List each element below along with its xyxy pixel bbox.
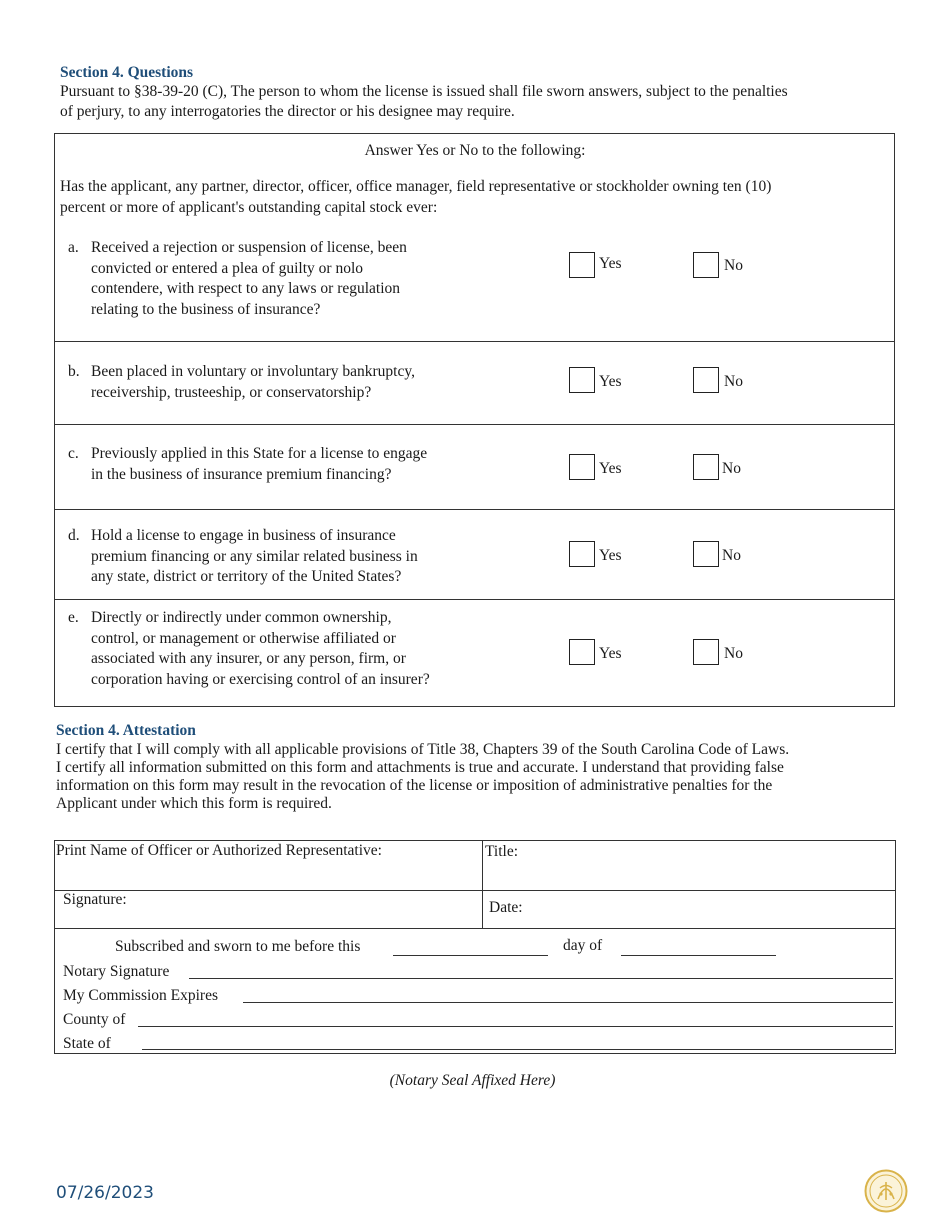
title-label: Title: <box>485 843 519 860</box>
question-b-text <box>91 362 471 403</box>
question-e-text <box>91 608 471 690</box>
row-divider <box>55 341 894 342</box>
question-e-line: corporation having or exercising control of an insurer? <box>91 670 430 688</box>
question-e-no-label: No <box>724 645 743 662</box>
notary-signature-field[interactable] <box>189 958 893 978</box>
question-e-yes-checkbox[interactable] <box>569 639 595 665</box>
questions-heading: Section 4. Questions <box>60 64 194 81</box>
commission-field[interactable] <box>243 982 893 1002</box>
attestation-heading: Section 4. Attestation <box>56 722 196 739</box>
questions-intro-line1: Pursuant to §38-39-20 (C), The person to whom the license is issued shall file sworn answers, subject to the penalties <box>60 83 788 100</box>
state-label: State of <box>63 1035 111 1052</box>
question-a-yes-checkbox[interactable] <box>569 252 595 278</box>
question-d-yes-label: Yes <box>599 547 622 564</box>
attestation-line1: I certify that I will comply with all applicable provisions of Title 38, Chapters 39 of the South Carolina Code of Laws. <box>56 741 790 758</box>
question-b-yes-checkbox[interactable] <box>569 367 595 393</box>
county-label: County of <box>63 1011 126 1028</box>
county-underline <box>138 1026 893 1027</box>
notary-signature-label: Notary Signature <box>63 963 170 980</box>
attestation-line3: information on this form may result in the revocation of the license or imposition of administrative penalties for the <box>56 777 773 794</box>
questions-preamble-line2: percent or more of applicant's outstanding capital stock ever: <box>60 199 438 216</box>
question-c-letter: c. <box>68 445 79 462</box>
day-field[interactable] <box>393 935 548 955</box>
question-c-no-checkbox[interactable] <box>693 454 719 480</box>
signature-label: Signature: <box>63 891 127 908</box>
commission-underline <box>243 1002 893 1003</box>
question-b-no-checkbox[interactable] <box>693 367 719 393</box>
date-label: Date: <box>489 899 523 916</box>
question-d-text <box>91 526 471 588</box>
day-underline <box>393 955 548 956</box>
question-c-line: in the business of insurance premium financing? <box>91 465 392 483</box>
question-d-line: Hold a license to engage in business of insurance <box>91 527 396 544</box>
question-a-line: contendere, with respect to any laws or regulation <box>91 280 401 297</box>
notary-signature-underline <box>189 978 893 979</box>
question-b-line: Been placed in voluntary or involuntary bankruptcy, <box>91 363 415 380</box>
question-b-line: receivership, trusteeship, or conservatorship? <box>91 383 372 401</box>
question-a-no-checkbox[interactable] <box>693 252 719 278</box>
question-d-letter: d. <box>68 527 80 544</box>
attestation-line2: I certify all information submitted on this form and attachments is true and accurate. I understand that providing false <box>56 759 784 776</box>
state-underline <box>142 1049 893 1050</box>
attestation-line4: Applicant under which this form is required. <box>56 795 332 812</box>
question-a-letter: a. <box>68 239 79 256</box>
question-b-yes-label: Yes <box>599 373 622 390</box>
county-field[interactable] <box>138 1006 893 1026</box>
print-name-field[interactable] <box>60 864 475 886</box>
questions-instruction: Answer Yes or No to the following: <box>364 142 586 159</box>
question-c-no-label: No <box>722 460 741 477</box>
date-field[interactable] <box>530 894 885 924</box>
question-b-no-label: No <box>724 373 743 390</box>
question-e-no-checkbox[interactable] <box>693 639 719 665</box>
title-field[interactable] <box>530 842 885 882</box>
question-e-letter: e. <box>68 609 79 626</box>
notary-seal-note: (Notary Seal Affixed Here) <box>389 1072 556 1089</box>
question-a-no-label: No <box>724 257 743 274</box>
question-c-text <box>91 444 471 485</box>
row-divider <box>55 424 894 425</box>
signature-row-divider <box>55 928 895 929</box>
question-a-yes-label: Yes <box>599 255 622 272</box>
question-e-line: associated with any insurer, or any person, firm, or <box>91 650 406 667</box>
question-a-line: Received a rejection or suspension of license, been <box>91 239 407 256</box>
question-a-line: convicted or entered a plea of guilty or nolo <box>91 259 364 277</box>
question-a-text <box>91 238 471 320</box>
row-divider <box>55 599 894 600</box>
question-d-line: any state, district or territory of the United States? <box>91 568 402 585</box>
print-name-label: Print Name of Officer or Authorized Representative: <box>56 842 382 859</box>
question-a-line: relating to the business of insurance? <box>91 300 321 318</box>
footer-date: 07/26/2023 <box>56 1183 154 1203</box>
questions-intro-line2: of perjury, to any interrogatories the director or his designee may require. <box>60 103 515 120</box>
state-seal-icon <box>864 1169 908 1213</box>
month-field[interactable] <box>621 935 776 955</box>
signature-row-divider <box>55 890 895 891</box>
state-field[interactable] <box>142 1030 893 1049</box>
question-e-line: control, or management or otherwise affiliated or <box>91 629 396 647</box>
question-e-line: Directly or indirectly under common ownership, <box>91 609 392 626</box>
question-d-line: premium financing or any similar related business in <box>91 547 418 565</box>
question-c-line: Previously applied in this State for a license to engage <box>91 445 428 462</box>
commission-label: My Commission Expires <box>63 987 219 1004</box>
question-d-no-label: No <box>722 547 741 564</box>
subscribed-label: Subscribed and sworn to me before this <box>115 938 361 955</box>
day-of-label: day of <box>563 937 603 954</box>
question-e-yes-label: Yes <box>599 645 622 662</box>
question-c-yes-checkbox[interactable] <box>569 454 595 480</box>
month-underline <box>621 955 776 956</box>
question-d-yes-checkbox[interactable] <box>569 541 595 567</box>
question-d-no-checkbox[interactable] <box>693 541 719 567</box>
questions-preamble-line1: Has the applicant, any partner, director, officer, office manager, field representative or stockholder owning ten (10) <box>60 178 772 195</box>
signature-field[interactable] <box>140 893 475 923</box>
row-divider <box>55 509 894 510</box>
signature-col-divider <box>482 841 483 928</box>
question-b-letter: b. <box>68 363 80 380</box>
question-c-yes-label: Yes <box>599 460 622 477</box>
